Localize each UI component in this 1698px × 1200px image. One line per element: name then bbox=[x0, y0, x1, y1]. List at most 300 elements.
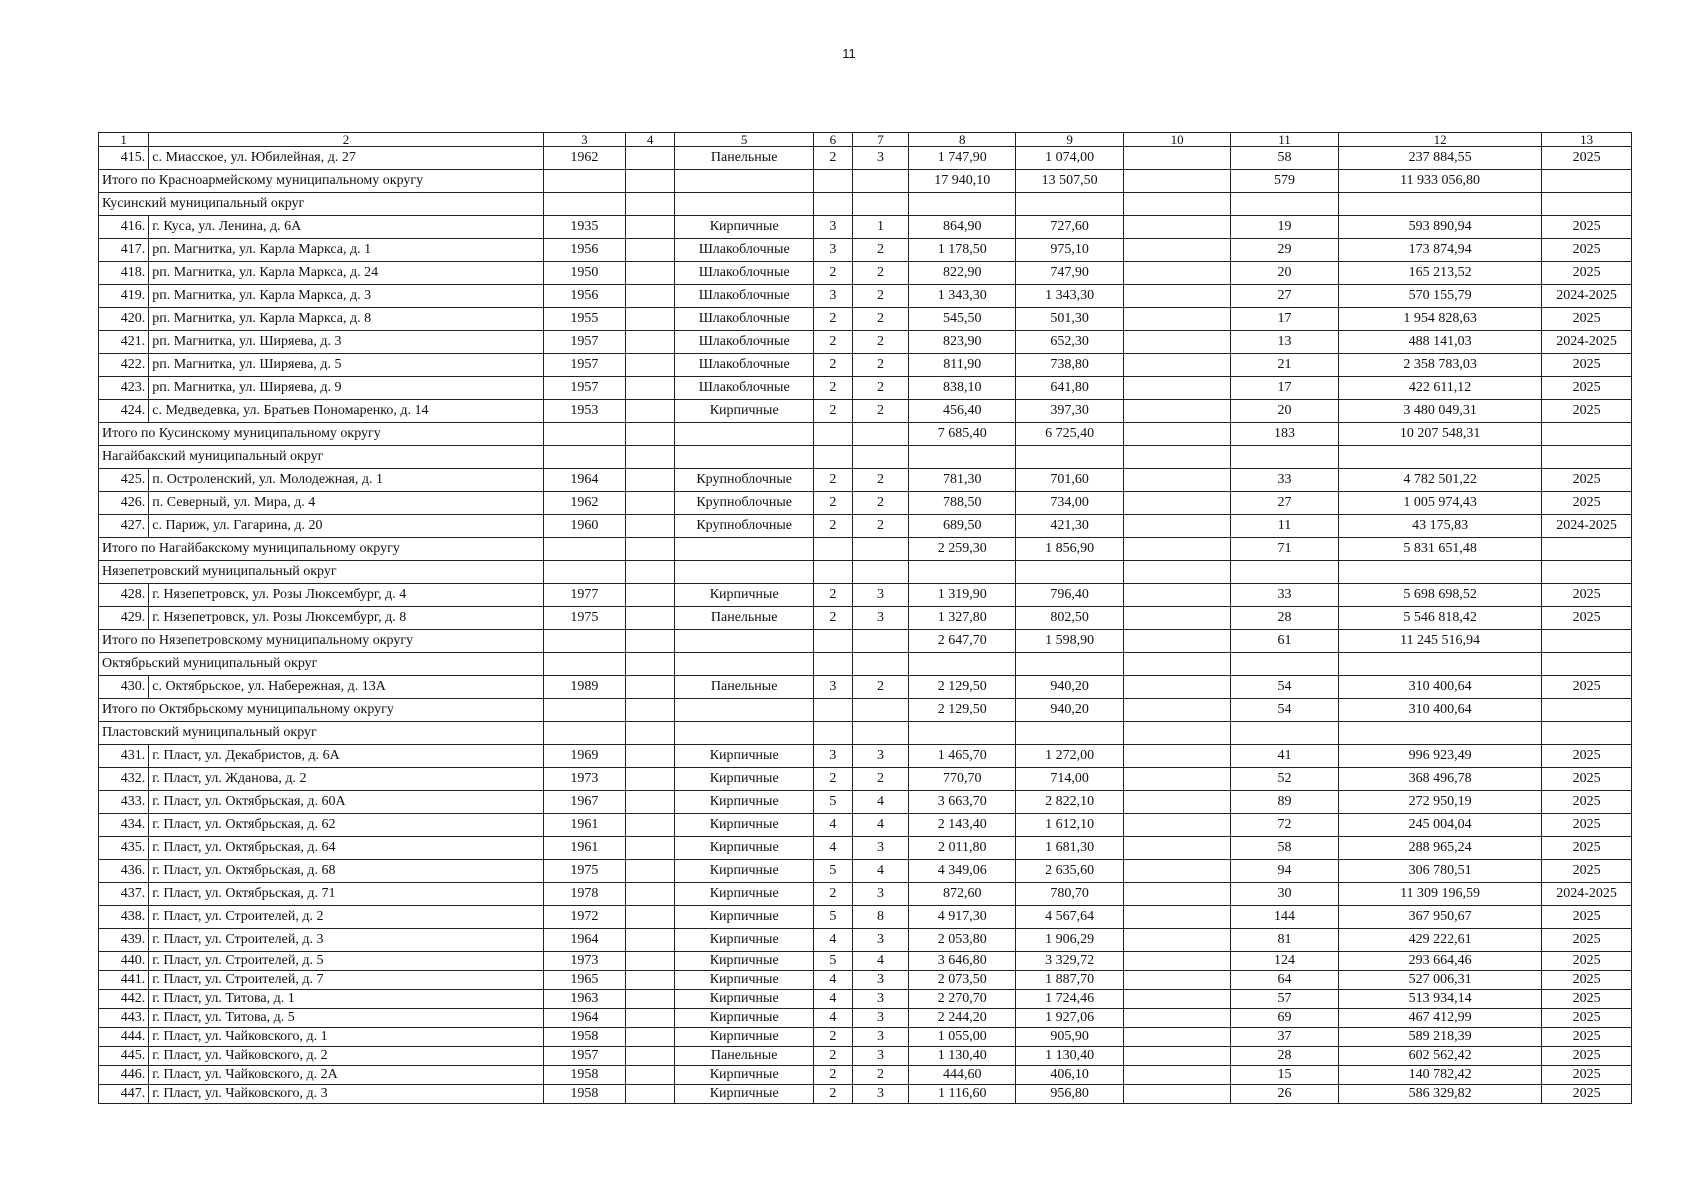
col9-cell: 2 635,60 bbox=[1016, 860, 1124, 883]
col4-cell bbox=[626, 906, 675, 929]
row-number: 424. bbox=[99, 400, 149, 423]
col10-cell bbox=[1124, 1028, 1231, 1047]
column-number: 10 bbox=[1124, 133, 1231, 147]
district-header-row bbox=[99, 193, 1632, 216]
address-cell: г. Пласт, ул. Строителей, д. 2 bbox=[149, 906, 543, 929]
wall-material-cell: Кирпичные bbox=[675, 1066, 814, 1085]
row-number: 417. bbox=[99, 239, 149, 262]
col4-cell bbox=[626, 239, 675, 262]
col13-cell: 2025 bbox=[1542, 584, 1632, 607]
total-col11-cell: 579 bbox=[1231, 170, 1339, 193]
col13-cell: 2025 bbox=[1542, 147, 1632, 170]
empty-cell bbox=[675, 722, 814, 745]
col8-cell: 456,40 bbox=[909, 400, 1016, 423]
col10-cell bbox=[1124, 354, 1231, 377]
empty-cell bbox=[852, 170, 909, 193]
row-number: 428. bbox=[99, 584, 149, 607]
col8-cell: 1 055,00 bbox=[909, 1028, 1016, 1047]
col7-cell: 2 bbox=[852, 239, 909, 262]
district-total-label: Итого по Нагайбакскому муниципальному округу bbox=[99, 538, 544, 561]
col4-cell bbox=[626, 469, 675, 492]
wall-material-cell: Кирпичные bbox=[675, 745, 814, 768]
empty-cell bbox=[814, 722, 852, 745]
col7-cell: 2 bbox=[852, 400, 909, 423]
district-total-row bbox=[99, 699, 1632, 722]
address-cell: рп. Магнитка, ул. Ширяева, д. 3 bbox=[149, 331, 543, 354]
wall-material-cell: Кирпичные bbox=[675, 791, 814, 814]
col13-cell: 2025 bbox=[1542, 745, 1632, 768]
col11-cell: 72 bbox=[1231, 814, 1339, 837]
col7-cell: 2 bbox=[852, 331, 909, 354]
wall-material-cell: Кирпичные bbox=[675, 837, 814, 860]
col6-cell: 5 bbox=[814, 906, 852, 929]
empty-cell bbox=[1124, 446, 1231, 469]
district-name: Октябрьский муниципальный округ bbox=[99, 653, 544, 676]
empty-cell bbox=[814, 653, 852, 676]
col11-cell: 30 bbox=[1231, 883, 1339, 906]
col6-cell: 2 bbox=[814, 1047, 852, 1066]
column-number: 3 bbox=[543, 133, 625, 147]
col13-cell: 2025 bbox=[1542, 837, 1632, 860]
year-cell: 1975 bbox=[543, 860, 625, 883]
row-number: 415. bbox=[99, 147, 149, 170]
col12-cell: 293 664,46 bbox=[1339, 952, 1542, 971]
col10-cell bbox=[1124, 906, 1231, 929]
total-col9-cell: 940,20 bbox=[1016, 699, 1124, 722]
wall-material-cell: Шлакоблочные bbox=[675, 377, 814, 400]
table-row bbox=[99, 308, 1632, 331]
total-col12-cell: 5 831 651,48 bbox=[1339, 538, 1542, 561]
col6-cell: 2 bbox=[814, 584, 852, 607]
address-cell: г. Пласт, ул. Чайковского, д. 1 bbox=[149, 1028, 543, 1047]
row-number: 437. bbox=[99, 883, 149, 906]
row-number: 436. bbox=[99, 860, 149, 883]
year-cell: 1977 bbox=[543, 584, 625, 607]
col7-cell: 2 bbox=[852, 768, 909, 791]
wall-material-cell: Кирпичные bbox=[675, 929, 814, 952]
col13-cell: 2025 bbox=[1542, 990, 1632, 1009]
address-cell: рп. Магнитка, ул. Карла Маркса, д. 1 bbox=[149, 239, 543, 262]
empty-cell bbox=[909, 653, 1016, 676]
empty-cell bbox=[1016, 561, 1124, 584]
col13-cell: 2025 bbox=[1542, 1028, 1632, 1047]
district-total-label: Итого по Октябрьскому муниципальному округу bbox=[99, 699, 544, 722]
empty-cell bbox=[1124, 170, 1231, 193]
col13-cell: 2025 bbox=[1542, 676, 1632, 699]
address-cell: г. Нязепетровск, ул. Розы Люксембург, д. 4 bbox=[149, 584, 543, 607]
col13-cell: 2025 bbox=[1542, 929, 1632, 952]
col12-cell: 2 358 783,03 bbox=[1339, 354, 1542, 377]
col7-cell: 3 bbox=[852, 584, 909, 607]
col8-cell: 1 327,80 bbox=[909, 607, 1016, 630]
col6-cell: 4 bbox=[814, 929, 852, 952]
col10-cell bbox=[1124, 745, 1231, 768]
empty-cell bbox=[1542, 446, 1632, 469]
table-row bbox=[99, 216, 1632, 239]
col10-cell bbox=[1124, 492, 1231, 515]
col4-cell bbox=[626, 929, 675, 952]
col11-cell: 28 bbox=[1231, 1047, 1339, 1066]
col12-cell: 4 782 501,22 bbox=[1339, 469, 1542, 492]
total-col12-cell: 310 400,64 bbox=[1339, 699, 1542, 722]
col11-cell: 15 bbox=[1231, 1066, 1339, 1085]
row-number: 440. bbox=[99, 952, 149, 971]
col8-cell: 4 917,30 bbox=[909, 906, 1016, 929]
year-cell: 1989 bbox=[543, 676, 625, 699]
col11-cell: 33 bbox=[1231, 584, 1339, 607]
total-col11-cell: 71 bbox=[1231, 538, 1339, 561]
col10-cell bbox=[1124, 262, 1231, 285]
year-cell: 1960 bbox=[543, 515, 625, 538]
col6-cell: 3 bbox=[814, 239, 852, 262]
col4-cell bbox=[626, 1028, 675, 1047]
col13-cell: 2024-2025 bbox=[1542, 515, 1632, 538]
col4-cell bbox=[626, 1085, 675, 1104]
col11-cell: 26 bbox=[1231, 1085, 1339, 1104]
col8-cell: 689,50 bbox=[909, 515, 1016, 538]
district-header-row bbox=[99, 722, 1632, 745]
empty-cell bbox=[1339, 446, 1542, 469]
table-row bbox=[99, 584, 1632, 607]
table-row bbox=[99, 400, 1632, 423]
col9-cell: 747,90 bbox=[1016, 262, 1124, 285]
col4-cell bbox=[626, 492, 675, 515]
empty-cell bbox=[814, 193, 852, 216]
col7-cell: 4 bbox=[852, 952, 909, 971]
col8-cell: 838,10 bbox=[909, 377, 1016, 400]
col6-cell: 4 bbox=[814, 837, 852, 860]
empty-cell bbox=[675, 538, 814, 561]
total-col9-cell: 1 856,90 bbox=[1016, 538, 1124, 561]
row-number: 429. bbox=[99, 607, 149, 630]
col4-cell bbox=[626, 676, 675, 699]
col9-cell: 738,80 bbox=[1016, 354, 1124, 377]
col6-cell: 2 bbox=[814, 469, 852, 492]
year-cell: 1957 bbox=[543, 354, 625, 377]
col12-cell: 140 782,42 bbox=[1339, 1066, 1542, 1085]
col8-cell: 1 465,70 bbox=[909, 745, 1016, 768]
empty-cell bbox=[675, 423, 814, 446]
wall-material-cell: Кирпичные bbox=[675, 1009, 814, 1028]
wall-material-cell: Кирпичные bbox=[675, 952, 814, 971]
col9-cell: 975,10 bbox=[1016, 239, 1124, 262]
empty-cell bbox=[675, 170, 814, 193]
empty-cell bbox=[1542, 653, 1632, 676]
col12-cell: 467 412,99 bbox=[1339, 1009, 1542, 1028]
col12-cell: 367 950,67 bbox=[1339, 906, 1542, 929]
col12-cell: 422 611,12 bbox=[1339, 377, 1542, 400]
wall-material-cell: Шлакоблочные bbox=[675, 354, 814, 377]
col4-cell bbox=[626, 952, 675, 971]
year-cell: 1964 bbox=[543, 469, 625, 492]
empty-cell bbox=[814, 699, 852, 722]
column-number: 12 bbox=[1339, 133, 1542, 147]
empty-cell bbox=[1016, 446, 1124, 469]
empty-cell bbox=[1542, 561, 1632, 584]
col11-cell: 33 bbox=[1231, 469, 1339, 492]
col7-cell: 3 bbox=[852, 929, 909, 952]
table-row bbox=[99, 837, 1632, 860]
col8-cell: 823,90 bbox=[909, 331, 1016, 354]
empty-cell bbox=[543, 170, 625, 193]
address-cell: г. Пласт, ул. Октябрьская, д. 60А bbox=[149, 791, 543, 814]
year-cell: 1958 bbox=[543, 1066, 625, 1085]
column-number: 11 bbox=[1231, 133, 1339, 147]
col7-cell: 2 bbox=[852, 1066, 909, 1085]
col9-cell: 1 887,70 bbox=[1016, 971, 1124, 990]
col10-cell bbox=[1124, 971, 1231, 990]
col13-cell: 2025 bbox=[1542, 768, 1632, 791]
col6-cell: 4 bbox=[814, 1009, 852, 1028]
col4-cell bbox=[626, 216, 675, 239]
col8-cell: 4 349,06 bbox=[909, 860, 1016, 883]
empty-cell bbox=[1231, 561, 1339, 584]
col10-cell bbox=[1124, 1066, 1231, 1085]
col11-cell: 58 bbox=[1231, 837, 1339, 860]
column-number-header bbox=[99, 133, 1632, 147]
row-number: 442. bbox=[99, 990, 149, 1009]
col12-cell: 3 480 049,31 bbox=[1339, 400, 1542, 423]
col10-cell bbox=[1124, 239, 1231, 262]
total-col8-cell: 2 259,30 bbox=[909, 538, 1016, 561]
col6-cell: 2 bbox=[814, 147, 852, 170]
col8-cell: 781,30 bbox=[909, 469, 1016, 492]
col7-cell: 3 bbox=[852, 837, 909, 860]
address-cell: г. Пласт, ул. Чайковского, д. 2А bbox=[149, 1066, 543, 1085]
col4-cell bbox=[626, 860, 675, 883]
col10-cell bbox=[1124, 584, 1231, 607]
row-number: 418. bbox=[99, 262, 149, 285]
year-cell: 1964 bbox=[543, 1009, 625, 1028]
col11-cell: 57 bbox=[1231, 990, 1339, 1009]
address-cell: рп. Магнитка, ул. Карла Маркса, д. 24 bbox=[149, 262, 543, 285]
col4-cell bbox=[626, 515, 675, 538]
col9-cell: 940,20 bbox=[1016, 676, 1124, 699]
col4-cell bbox=[626, 285, 675, 308]
col9-cell: 802,50 bbox=[1016, 607, 1124, 630]
col8-cell: 2 073,50 bbox=[909, 971, 1016, 990]
col8-cell: 1 178,50 bbox=[909, 239, 1016, 262]
year-cell: 1969 bbox=[543, 745, 625, 768]
col11-cell: 89 bbox=[1231, 791, 1339, 814]
col13-cell: 2024-2025 bbox=[1542, 285, 1632, 308]
address-cell: г. Пласт, ул. Октябрьская, д. 68 bbox=[149, 860, 543, 883]
col10-cell bbox=[1124, 1085, 1231, 1104]
col7-cell: 2 bbox=[852, 676, 909, 699]
address-cell: г. Пласт, ул. Чайковского, д. 3 bbox=[149, 1085, 543, 1104]
column-number: 7 bbox=[852, 133, 909, 147]
table-row bbox=[99, 791, 1632, 814]
year-cell: 1957 bbox=[543, 377, 625, 400]
wall-material-cell: Кирпичные bbox=[675, 883, 814, 906]
empty-cell bbox=[675, 699, 814, 722]
empty-cell bbox=[1542, 538, 1632, 561]
col9-cell: 4 567,64 bbox=[1016, 906, 1124, 929]
table-row bbox=[99, 377, 1632, 400]
empty-cell bbox=[1542, 699, 1632, 722]
row-number: 446. bbox=[99, 1066, 149, 1085]
col8-cell: 444,60 bbox=[909, 1066, 1016, 1085]
column-number: 6 bbox=[814, 133, 852, 147]
table-row bbox=[99, 883, 1632, 906]
empty-cell bbox=[1231, 193, 1339, 216]
col4-cell bbox=[626, 768, 675, 791]
col11-cell: 144 bbox=[1231, 906, 1339, 929]
district-name: Нязепетровский муниципальный округ bbox=[99, 561, 544, 584]
empty-cell bbox=[1339, 653, 1542, 676]
row-number: 447. bbox=[99, 1085, 149, 1104]
empty-cell bbox=[852, 561, 909, 584]
year-cell: 1973 bbox=[543, 952, 625, 971]
col9-cell: 641,80 bbox=[1016, 377, 1124, 400]
district-total-row bbox=[99, 630, 1632, 653]
wall-material-cell: Кирпичные bbox=[675, 860, 814, 883]
wall-material-cell: Крупноблочные bbox=[675, 492, 814, 515]
table-row bbox=[99, 354, 1632, 377]
district-total-row bbox=[99, 423, 1632, 446]
col8-cell: 1 747,90 bbox=[909, 147, 1016, 170]
empty-cell bbox=[626, 630, 675, 653]
empty-cell bbox=[1542, 630, 1632, 653]
col7-cell: 3 bbox=[852, 971, 909, 990]
row-number: 421. bbox=[99, 331, 149, 354]
year-cell: 1975 bbox=[543, 607, 625, 630]
table-row bbox=[99, 147, 1632, 170]
empty-cell bbox=[909, 193, 1016, 216]
col10-cell bbox=[1124, 1047, 1231, 1066]
empty-cell bbox=[1124, 722, 1231, 745]
col7-cell: 1 bbox=[852, 216, 909, 239]
col8-cell: 788,50 bbox=[909, 492, 1016, 515]
table-row bbox=[99, 1028, 1632, 1047]
year-cell: 1972 bbox=[543, 906, 625, 929]
empty-cell bbox=[543, 630, 625, 653]
empty-cell bbox=[1542, 193, 1632, 216]
address-cell: г. Пласт, ул. Октябрьская, д. 64 bbox=[149, 837, 543, 860]
col11-cell: 19 bbox=[1231, 216, 1339, 239]
empty-cell bbox=[909, 722, 1016, 745]
col9-cell: 2 822,10 bbox=[1016, 791, 1124, 814]
col10-cell bbox=[1124, 883, 1231, 906]
empty-cell bbox=[852, 423, 909, 446]
col11-cell: 64 bbox=[1231, 971, 1339, 990]
row-number: 439. bbox=[99, 929, 149, 952]
col9-cell: 421,30 bbox=[1016, 515, 1124, 538]
col13-cell: 2025 bbox=[1542, 354, 1632, 377]
col6-cell: 4 bbox=[814, 990, 852, 1009]
address-cell: г. Пласт, ул. Жданова, д. 2 bbox=[149, 768, 543, 791]
year-cell: 1957 bbox=[543, 1047, 625, 1066]
col11-cell: 17 bbox=[1231, 308, 1339, 331]
wall-material-cell: Кирпичные bbox=[675, 906, 814, 929]
col8-cell: 2 129,50 bbox=[909, 676, 1016, 699]
wall-material-cell: Кирпичные bbox=[675, 990, 814, 1009]
col13-cell: 2025 bbox=[1542, 607, 1632, 630]
table-row bbox=[99, 768, 1632, 791]
col8-cell: 864,90 bbox=[909, 216, 1016, 239]
table-row bbox=[99, 929, 1632, 952]
wall-material-cell: Панельные bbox=[675, 147, 814, 170]
wall-material-cell: Кирпичные bbox=[675, 814, 814, 837]
table-row bbox=[99, 814, 1632, 837]
wall-material-cell: Кирпичные bbox=[675, 400, 814, 423]
year-cell: 1958 bbox=[543, 1028, 625, 1047]
col9-cell: 1 272,00 bbox=[1016, 745, 1124, 768]
empty-cell bbox=[1124, 630, 1231, 653]
col9-cell: 1 927,06 bbox=[1016, 1009, 1124, 1028]
address-cell: с. Медведевка, ул. Братьев Пономаренко, д. 14 bbox=[149, 400, 543, 423]
col7-cell: 2 bbox=[852, 262, 909, 285]
col8-cell: 2 143,40 bbox=[909, 814, 1016, 837]
col4-cell bbox=[626, 607, 675, 630]
district-total-row bbox=[99, 538, 1632, 561]
year-cell: 1950 bbox=[543, 262, 625, 285]
col11-cell: 69 bbox=[1231, 1009, 1339, 1028]
col13-cell: 2025 bbox=[1542, 400, 1632, 423]
address-cell: г. Пласт, ул. Октябрьская, д. 71 bbox=[149, 883, 543, 906]
col6-cell: 5 bbox=[814, 860, 852, 883]
address-cell: рп. Магнитка, ул. Карла Маркса, д. 3 bbox=[149, 285, 543, 308]
col8-cell: 2 053,80 bbox=[909, 929, 1016, 952]
col10-cell bbox=[1124, 216, 1231, 239]
col12-cell: 593 890,94 bbox=[1339, 216, 1542, 239]
col6-cell: 3 bbox=[814, 285, 852, 308]
col6-cell: 2 bbox=[814, 883, 852, 906]
empty-cell bbox=[1542, 423, 1632, 446]
col12-cell: 1 005 974,43 bbox=[1339, 492, 1542, 515]
col8-cell: 2 270,70 bbox=[909, 990, 1016, 1009]
col11-cell: 17 bbox=[1231, 377, 1339, 400]
col4-cell bbox=[626, 377, 675, 400]
empty-cell bbox=[1231, 653, 1339, 676]
column-number: 4 bbox=[626, 133, 675, 147]
row-number: 416. bbox=[99, 216, 149, 239]
empty-cell bbox=[909, 446, 1016, 469]
col7-cell: 4 bbox=[852, 814, 909, 837]
year-cell: 1973 bbox=[543, 768, 625, 791]
col6-cell: 2 bbox=[814, 1066, 852, 1085]
col12-cell: 245 004,04 bbox=[1339, 814, 1542, 837]
empty-cell bbox=[1339, 561, 1542, 584]
col12-cell: 288 965,24 bbox=[1339, 837, 1542, 860]
empty-cell bbox=[852, 446, 909, 469]
table-row bbox=[99, 952, 1632, 971]
col7-cell: 3 bbox=[852, 607, 909, 630]
empty-cell bbox=[814, 423, 852, 446]
col6-cell: 2 bbox=[814, 515, 852, 538]
wall-material-cell: Панельные bbox=[675, 1047, 814, 1066]
table-row bbox=[99, 469, 1632, 492]
col7-cell: 8 bbox=[852, 906, 909, 929]
col9-cell: 1 074,00 bbox=[1016, 147, 1124, 170]
col4-cell bbox=[626, 883, 675, 906]
table-row bbox=[99, 492, 1632, 515]
empty-cell bbox=[852, 193, 909, 216]
col6-cell: 2 bbox=[814, 377, 852, 400]
table-row bbox=[99, 1066, 1632, 1085]
col9-cell: 406,10 bbox=[1016, 1066, 1124, 1085]
col8-cell: 1 116,60 bbox=[909, 1085, 1016, 1104]
wall-material-cell: Кирпичные bbox=[675, 1028, 814, 1047]
col8-cell: 1 130,40 bbox=[909, 1047, 1016, 1066]
col8-cell: 3 663,70 bbox=[909, 791, 1016, 814]
col11-cell: 20 bbox=[1231, 400, 1339, 423]
row-number: 430. bbox=[99, 676, 149, 699]
col13-cell: 2025 bbox=[1542, 308, 1632, 331]
col10-cell bbox=[1124, 400, 1231, 423]
year-cell: 1964 bbox=[543, 929, 625, 952]
empty-cell bbox=[543, 538, 625, 561]
